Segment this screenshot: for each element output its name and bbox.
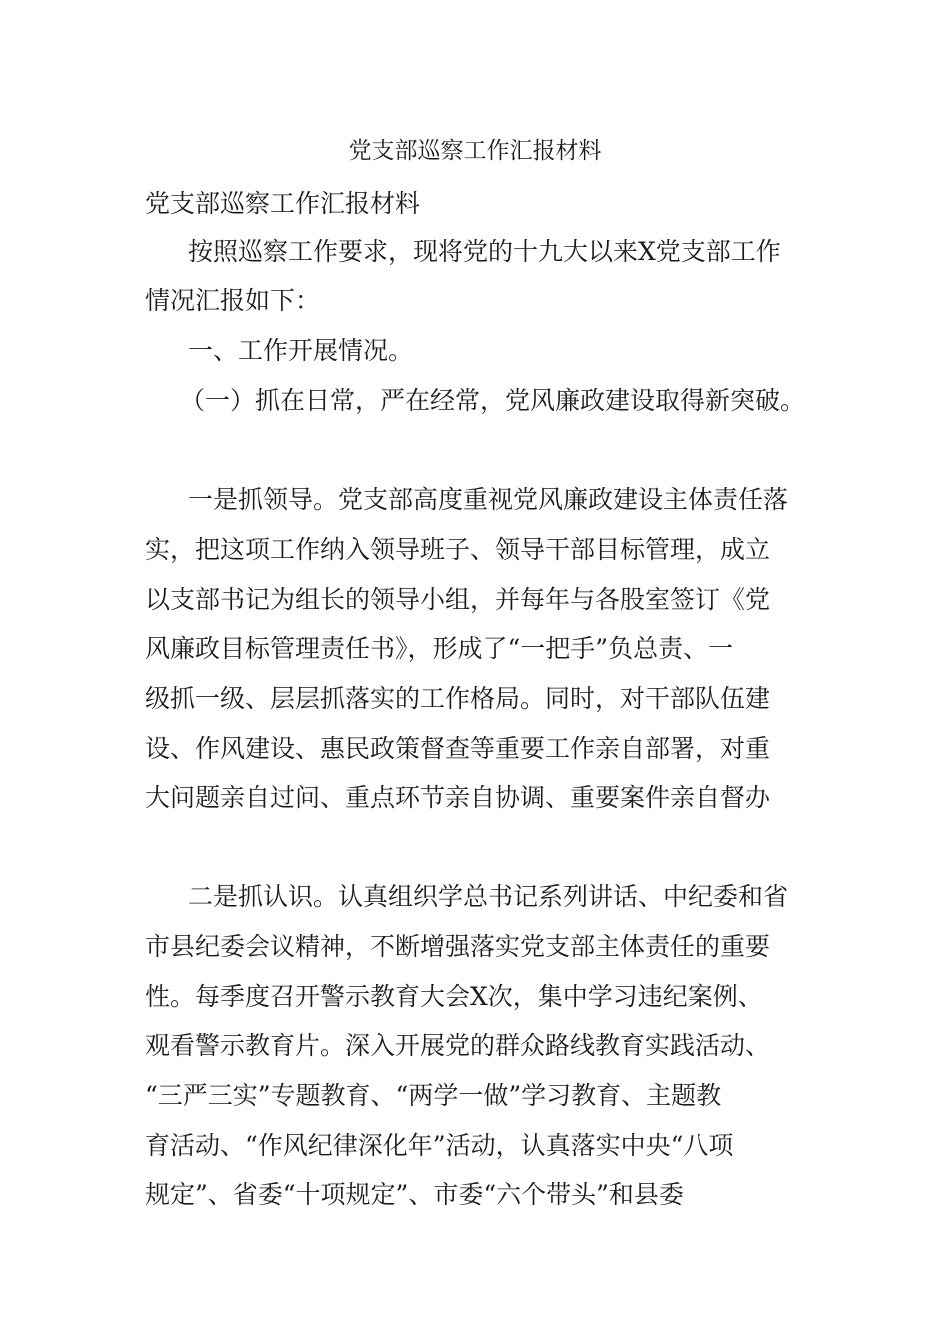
intro-line-1: 按照巡察工作要求，现将党的十九大以来X党支部工作 [188, 237, 781, 266]
paragraph1-line-3: 以支部书记为组长的领导小组，并每年与各股室签订《党 [145, 585, 771, 614]
document-title: 党支部巡察工作汇报材料 [348, 138, 602, 164]
paragraph2-line-1: 二是抓认识。认真组织学总书记系列讲话、中纪委和省 [188, 882, 789, 911]
paragraph2-line-7: 规定”、省委“十项规定”、市委“六个带头”和县委 [145, 1180, 684, 1209]
paragraph2-line-5: “三严三实”专题教育、“两学一做”学习教育、主题教 [145, 1081, 722, 1110]
paragraph1-line-5: 级抓一级、层层抓落实的工作格局。同时，对干部队伍建 [145, 684, 771, 713]
section-heading: 一、工作开展情况。 [188, 336, 414, 365]
paragraph1-line-1: 一是抓领导。党支部高度重视党风廉政建设主体责任落 [188, 485, 789, 514]
paragraph1-line-7: 大问题亲自过问、重点环节亲自协调、重要案件亲自督办 [145, 783, 771, 812]
paragraph1-line-4: 风廉政目标管理责任书》，形成了“一把手”负总责、一 [145, 634, 734, 663]
paragraph2-line-2: 市县纪委会议精神，不断增强落实党支部主体责任的重要 [145, 932, 771, 961]
paragraph2-line-6: 育活动、“作风纪律深化年”活动，认真落实中央“八项 [145, 1131, 734, 1160]
document-subtitle: 党支部巡察工作汇报材料 [145, 189, 421, 218]
paragraph2-line-4: 观看警示教育片。深入开展党的群众路线教育实践活动、 [145, 1031, 771, 1060]
intro-line-2: 情况汇报如下： [145, 286, 321, 315]
paragraph1-line-6: 设、作风建设、惠民政策督查等重要工作亲自部署，对重 [145, 734, 771, 763]
subsection-heading: （一）抓在日常，严在经常，党风廉政建设取得新突破。 [180, 386, 806, 415]
paragraph2-line-3: 性。每季度召开警示教育大会X次，集中学习违纪案例、 [145, 982, 763, 1011]
paragraph1-line-2: 实，把这项工作纳入领导班子、领导干部目标管理，成立 [145, 535, 771, 564]
